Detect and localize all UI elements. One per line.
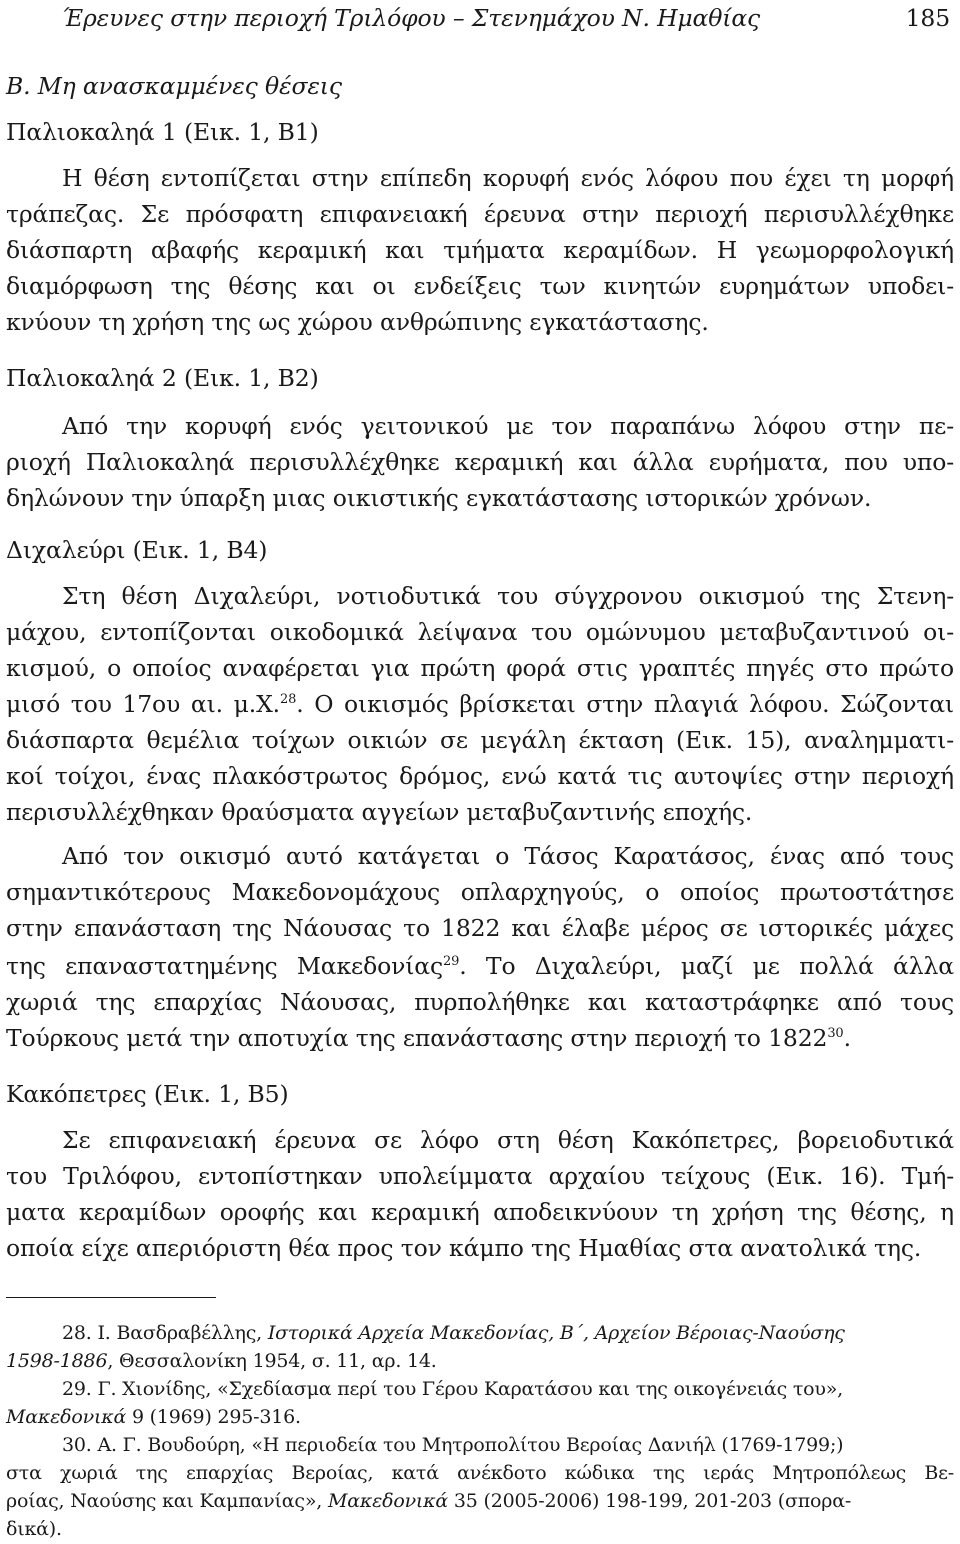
body-line: του Τριλόφου, εντοπίστηκαν υπολείμματα αρχαίου τείχους (Εικ. 16). Τμή- [6,1162,954,1190]
footnote-text: ροίας, Ναούσης και Καμπανίας», [6,1490,328,1512]
footnote-30: 30. Α. Γ. Βουδούρη, «Η περιοδεία του Μητροπολίτου Βεροίας Δανιήλ (1769-1799;) [62,1434,844,1456]
body-line: μάχου, εντοπίζονται οικοδομικά λείψανα του ομώνυμου μεταβυζαντινού οι- [6,618,954,646]
body-line: τράπεζας. Σε πρόσφατη επιφανειακή έρευνα στην περιοχή περισυλλέχθηκε [6,200,954,228]
footnote-29: 29. Γ. Χιονίδης, «Σχεδίασμα περί του Γέρου Καρατάσου και της οικογένειάς του», [62,1378,844,1400]
site-heading: Διχαλεύρι (Εικ. 1, Β4) [6,536,268,564]
footnote-30-cont [6,1488,954,1514]
footnote-ref: 28 [280,692,297,708]
footnote-30-cont: δικά). [6,1518,62,1540]
footnote-text: , Θεσσαλονίκη 1954, σ. 11, αρ. 14. [107,1350,437,1372]
running-header-title: Έρευνες στην περιοχή Τριλόφου – Στενημάχου Ν. Ημαθίας [62,4,761,32]
body-text: . [843,1024,851,1052]
footnote-text: 28. Ι. Βασδραβέλλης, [62,1322,268,1344]
body-line: διάσπαρτα θεμέλια τοίχων οικιών σε μεγάλη έκταση (Εικ. 15), αναλημματι- [6,726,954,754]
body-line: στην επανάσταση της Νάουσας το 1822 και έλαβε μέρος σε ιστορικές μάχες [6,914,954,942]
body-line: κοί τοίχοι, ένας πλακόστρωτος δρόμος, ενώ κατά τις αυτοψίες στην περιοχή [6,762,954,790]
footnote-text: Μακεδονικά [327,1490,449,1512]
footnote-rule [6,1297,216,1298]
body-line: ριοχή Παλιοκαληά περισυλλέχθηκε κεραμική και άλλα ευρήματα, που υπο- [6,448,954,476]
body-line [6,950,954,982]
body-line: Η θέση εντοπίζεται στην επίπεδη κορυφή ενός λόφου που έχει τη μορφή [62,164,954,192]
body-text: της επαναστατημένης Μακεδονίας [6,952,443,980]
footnote-text: Μακεδονικά [6,1406,127,1428]
footnote-29-cont [6,1404,954,1430]
body-text: . Ο οικισμός βρίσκεται στην πλαγιά λόφου. Σώζονται [296,690,955,718]
page-number: 185 [905,4,950,32]
footnote-text: 9 (1969) 295-316. [126,1406,301,1428]
body-line: διάσπαρτη αβαφής κεραμική και τμήματα κεραμίδων. Η γεωμορφολογική [6,236,954,264]
body-line: Σε επιφανειακή έρευνα σε λόφο στη θέση Κακόπετρες, βορειοδυτικά [62,1126,954,1154]
body-line: δηλώνουν την ύπαρξη μιας οικιστικής εγκατάστασης ιστορικών χρόνων. [6,484,872,512]
body-line: χωριά της επαρχίας Νάουσας, πυρπολήθηκε και καταστράφηκε από τους [6,988,954,1016]
footnote-ref: 30 [827,1026,844,1042]
body-line: ματα κεραμίδων οροφής και κεραμική αποδεικνύουν τη χρήση της θέσης, η [6,1198,954,1226]
body-text: Τούρκους μετά την αποτυχία της επανάστασης στην περιοχή το 1822 [6,1024,828,1052]
body-line [6,1022,954,1054]
body-line: κνύουν τη χρήση της ως χώρου ανθρώπινης εγκατάστασης. [6,308,709,336]
body-line: σημαντικότερους Μακεδονομάχους οπλαρχηγούς, ο οποίος πρωτοστάτησε [6,878,954,906]
footnote-28-cont [6,1348,954,1374]
footnote-28 [62,1320,954,1346]
footnote-30-cont: στα χωριά της επαρχίας Βεροίας, κατά ανέκδοτο κώδικα της ιεράς Μητροπόλεως Βε- [6,1462,954,1484]
site-heading: Κακόπετρες (Εικ. 1, Β5) [6,1080,289,1108]
body-line: κισμού, ο οποίος αναφέρεται για πρώτη φορά στις γραπτές πηγές στο πρώτο [6,654,954,682]
body-line: διαμόρφωση της θέσης και οι ενδείξεις των κινητών ευρημάτων υποδει- [6,272,954,300]
body-text: . Το Διχαλεύρι, μαζί με πολλά άλλα [459,952,954,980]
section-heading: Β. Μη ανασκαμμένες θέσεις [6,72,342,100]
body-line: Στη θέση Διχαλεύρι, νοτιοδυτικά του σύγχρονου οικισμού της Στενη- [62,582,954,610]
footnote-text: 35 (2005-2006) 198-199, 201-203 (σπορα- [448,1490,852,1512]
footnote-ref: 29 [443,954,460,970]
body-line: Από την κορυφή ενός γειτονικού με τον παραπάνω λόφου στην πε- [62,412,954,440]
site-heading: Παλιοκαληά 2 (Εικ. 1, Β2) [6,364,319,392]
body-line [6,688,954,720]
body-line: περισυλλέχθηκαν θραύσματα αγγείων μεταβυζαντινής εποχής. [6,798,753,826]
body-line: Από τον οικισμό αυτό κατάγεται ο Τάσος Καρατάσος, ένας από τους [62,842,954,870]
body-line: οποία είχε απεριόριστη θέα προς τον κάμπο της Ημαθίας στα ανατολικά της. [6,1234,922,1262]
site-heading: Παλιοκαληά 1 (Εικ. 1, Β1) [6,118,319,146]
footnote-text: Ιστορικά Αρχεία Μακεδονίας, Β΄, Αρχείον Βέροιας-Ναούσης [267,1322,845,1344]
footnote-text: 1598-1886 [6,1350,108,1372]
body-text: μισό του 17ου αι. μ.Χ. [6,690,280,718]
